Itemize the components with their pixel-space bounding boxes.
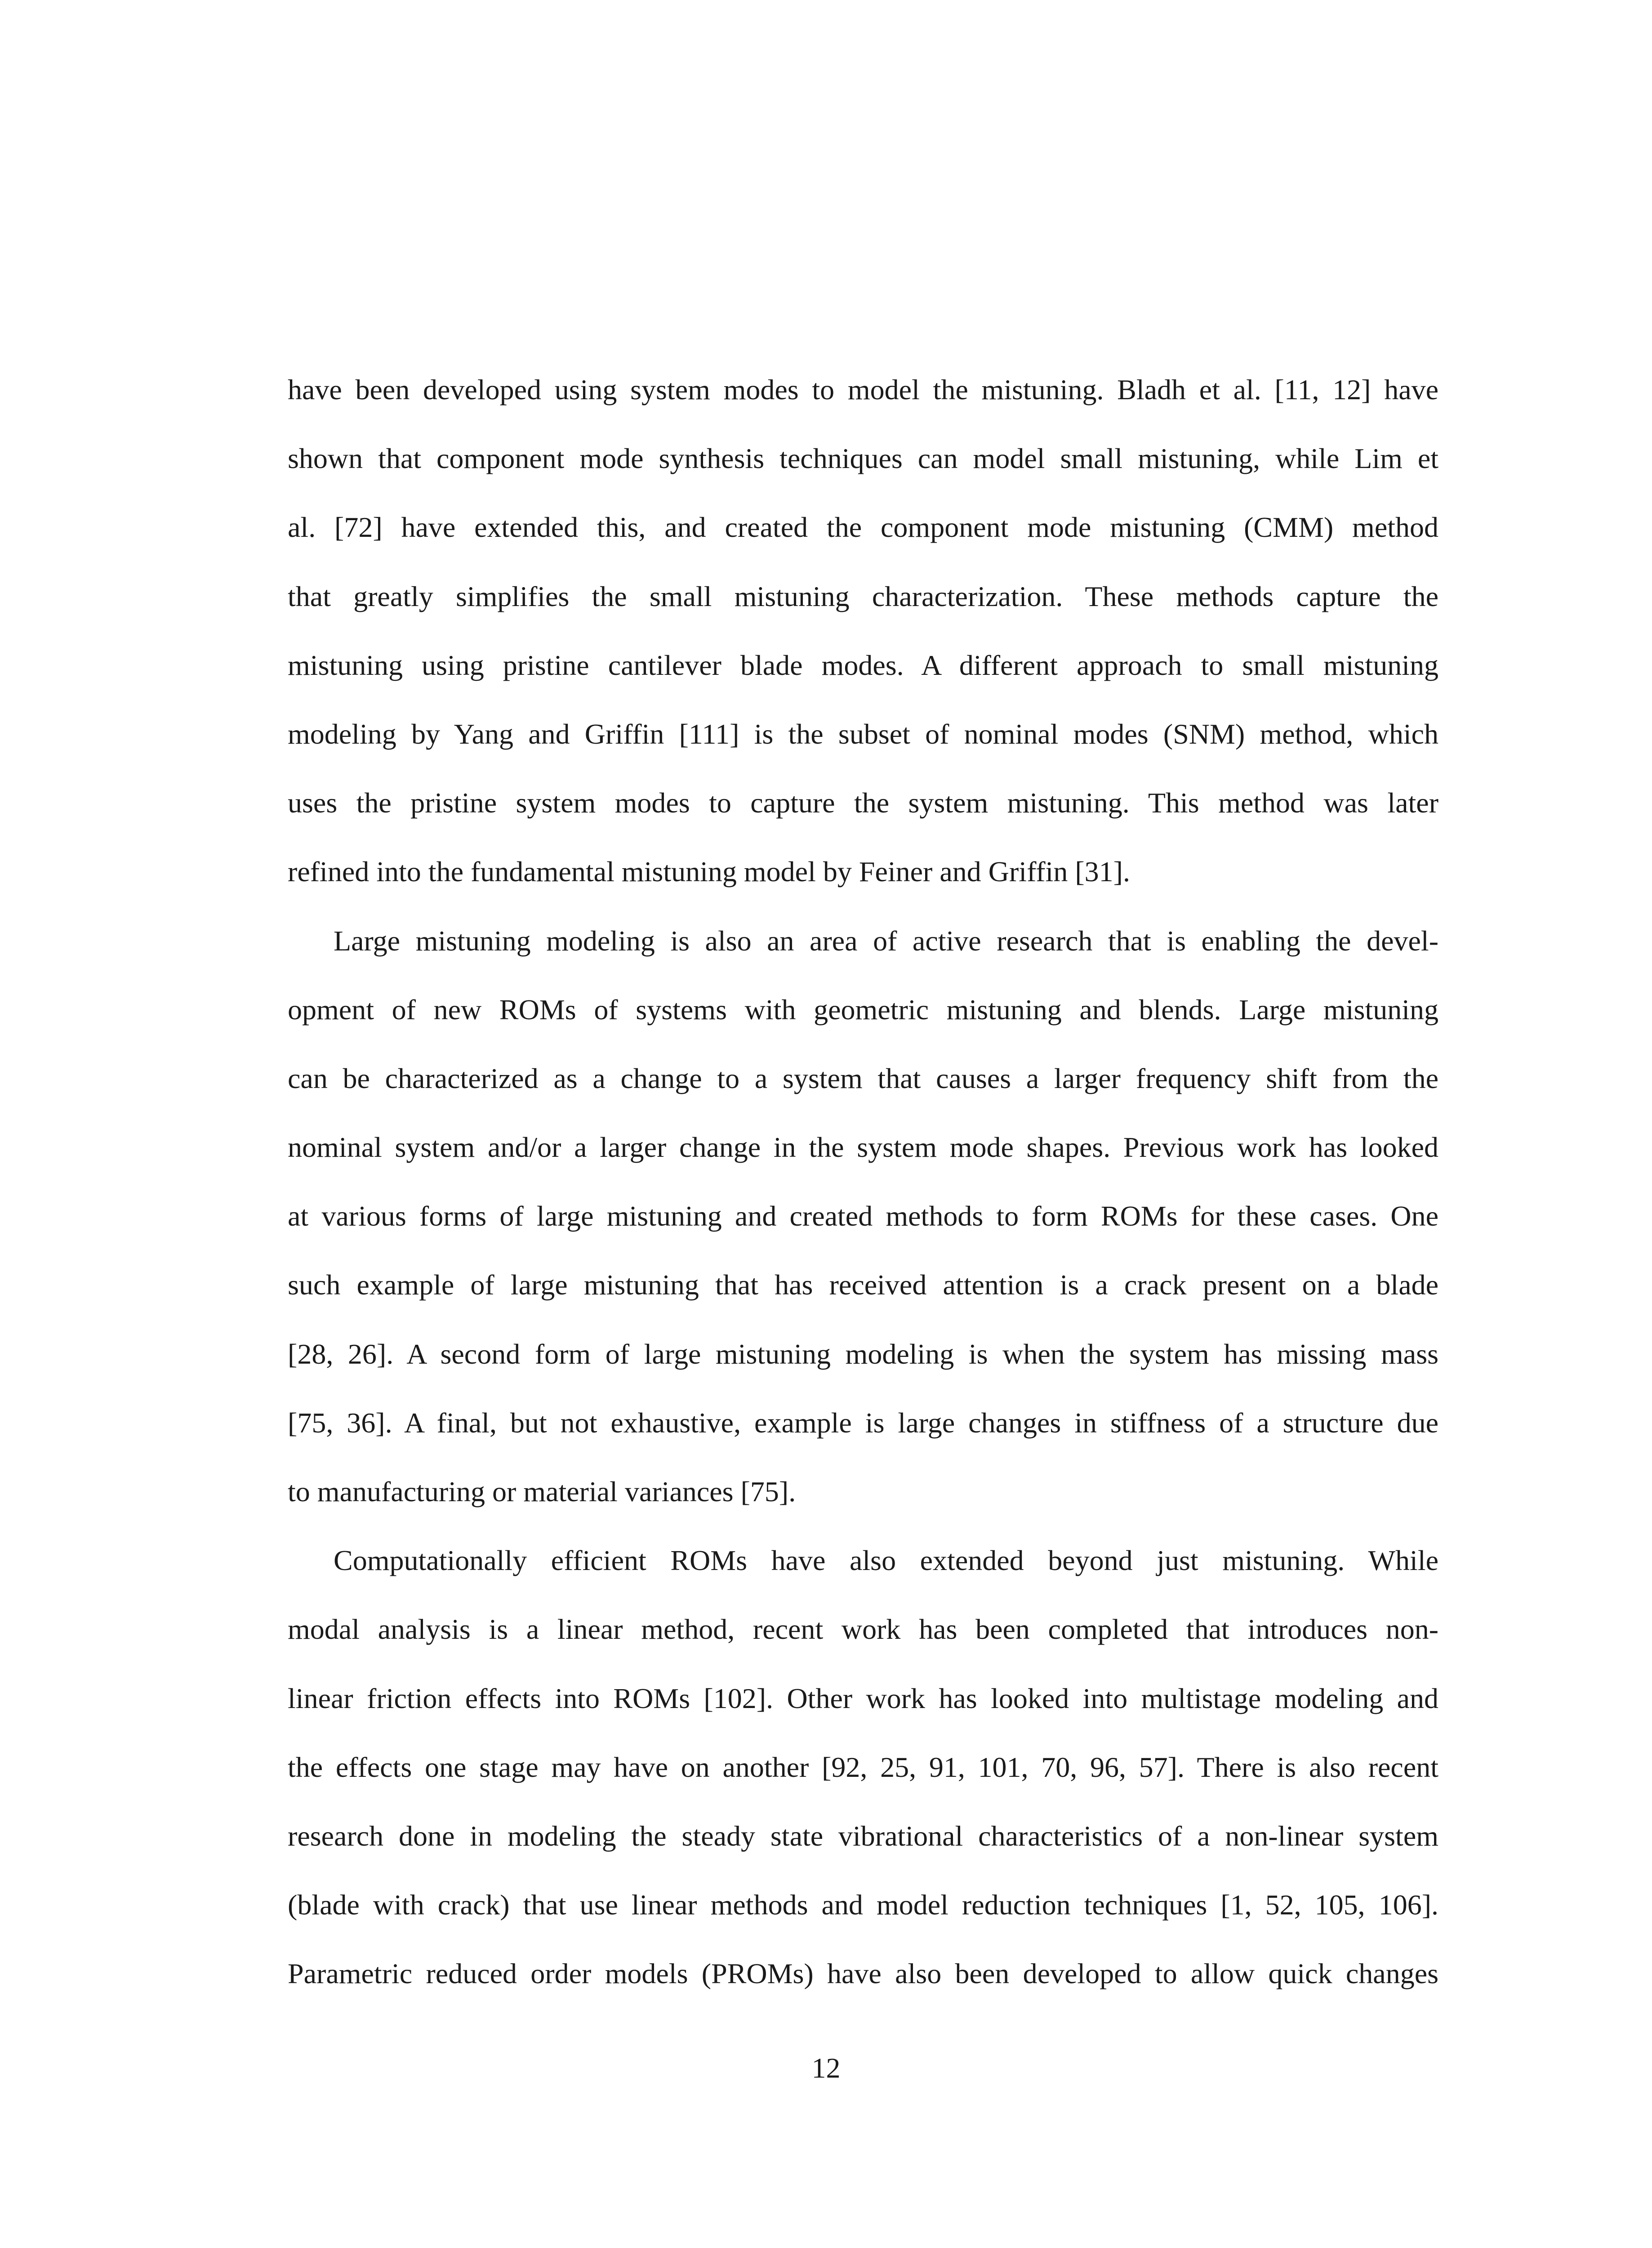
text-line: uses the pristine system modes to capture the system mistuning. This method was later [288,787,1438,819]
page-number: 12 [811,2052,841,2084]
text-line: have been developed using system modes to model the mistuning. Bladh et al. [11, 12] have [288,374,1438,406]
text-line: Computationally efficient ROMs have also extended beyond just mistuning. While [334,1544,1438,1577]
text-line: shown that component mode synthesis techniques can model small mistuning, while Lim et [288,442,1438,475]
body-text [288,355,1438,2008]
text-line: modeling by Yang and Griffin [111] is the subset of nominal modes (SNM) method, which [288,718,1438,750]
text-line: research done in modeling the steady state vibrational characteristics of a non-linear system [288,1820,1438,1852]
text-line: can be characterized as a change to a system that causes a larger frequency shift from the [288,1062,1438,1094]
text-line: such example of large mistuning that has received attention is a crack present on a blade [288,1269,1438,1301]
text-line: at various forms of large mistuning and created methods to form ROMs for these cases. One [288,1200,1438,1232]
text-line: that greatly simplifies the small mistuning characterization. These methods capture the [288,580,1438,612]
text-line: nominal system and/or a larger change in the system mode shapes. Previous work has looked [288,1131,1438,1164]
text-line: [28, 26]. A second form of large mistuning modeling is when the system has missing mass [288,1338,1438,1370]
text-line: [75, 36]. A final, but not exhaustive, example is large changes in stiffness of a structure due [288,1406,1438,1439]
text-line: to manufacturing or material variances [75]. [288,1476,796,1508]
text-line: modal analysis is a linear method, recent work has been completed that introduces non- [288,1613,1438,1646]
text-line: Large mistuning modeling is also an area of active research that is enabling the devel- [334,924,1438,957]
text-line: mistuning using pristine cantilever blade modes. A different approach to small mistuning [288,649,1438,681]
text-line: refined into the fundamental mistuning model by Feiner and Griffin [31]. [288,856,1130,888]
text-line: the effects one stage may have on another [92, 25, 91, 101, 70, 96, 57]. There is also recent [288,1751,1438,1783]
text-line: linear friction effects into ROMs [102]. Other work has looked into multistage modeling and [288,1682,1438,1714]
text-line: (blade with crack) that use linear methods and model reduction techniques [1, 52, 105, 106]. [288,1889,1438,1921]
text-line: opment of new ROMs of systems with geometric mistuning and blends. Large mistuning [288,993,1438,1026]
text-line: al. [72] have extended this, and created the component mode mistuning (CMM) method [288,511,1438,544]
text-line: Parametric reduced order models (PROMs) have also been developed to allow quick changes [288,1958,1438,1990]
